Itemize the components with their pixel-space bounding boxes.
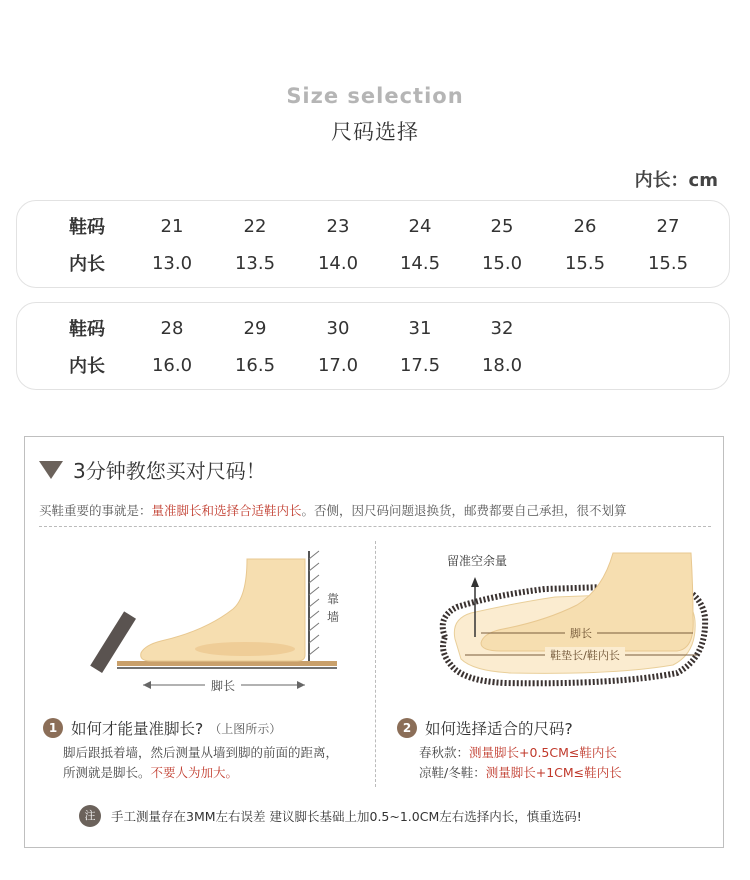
wall-hatch — [309, 551, 319, 655]
divider-vertical — [375, 541, 376, 787]
length-cell: 14.0 — [317, 252, 359, 274]
answer-2-line-1 — [419, 743, 622, 763]
size-cell: 30 — [326, 317, 350, 339]
question-1 — [43, 717, 281, 739]
answer-2-line-1-label: 春秋款： — [419, 745, 470, 760]
length-cell: 18.0 — [481, 354, 523, 376]
note-badge: 注 — [79, 805, 101, 827]
answer-2-line-2 — [419, 763, 622, 783]
length-cell: 15.0 — [481, 252, 523, 274]
question-1-title: 如何才能量准脚长? — [71, 720, 204, 738]
question-1-sub: （上图所示） — [209, 721, 282, 736]
length-cell: 14.5 — [399, 252, 441, 274]
answer-2-line-2-label: 凉鞋/冬鞋： — [419, 765, 486, 780]
size-cell: 23 — [326, 215, 350, 237]
step-number-badge: 1 — [43, 718, 63, 738]
title-zh: 尺码选择 — [331, 120, 419, 144]
size-cell: 29 — [243, 317, 267, 339]
size-cell: 22 — [243, 215, 267, 237]
length-row-label: 内长 — [69, 254, 105, 275]
wall-label-2: 墙 — [326, 610, 340, 624]
length-cell: 17.5 — [399, 354, 441, 376]
guide-title: 3分钟教您买对尺码！ — [73, 459, 266, 483]
space-label: 留准空余量 — [447, 554, 508, 568]
size-table-group-1 — [16, 200, 730, 288]
shoe-fit-illustration — [415, 547, 715, 697]
size-cell: 27 — [656, 215, 680, 237]
foot-length-label: 脚长 — [210, 679, 236, 693]
length-cell: 16.0 — [151, 354, 193, 376]
foot-length-label: 脚长 — [570, 627, 592, 640]
length-cell: 15.5 — [647, 252, 689, 274]
exclamation-icon: ! — [52, 475, 58, 488]
answer-2-line-2-rule: 测量脚长+1CM≤鞋内长 — [485, 765, 622, 780]
question-2-title: 如何选择适合的尺码? — [425, 720, 573, 738]
size-cell: 28 — [160, 317, 184, 339]
guide-header — [39, 455, 266, 488]
size-cell: 26 — [573, 215, 597, 237]
title-en: Size selection — [286, 84, 464, 108]
size-cell: 32 — [490, 317, 514, 339]
size-cell: 24 — [408, 215, 432, 237]
answer-2 — [419, 743, 622, 783]
note-text: 手工测量存在3MM左右误差 建议脚长基础上加0.5~1.0CM左右选择内长，慎重选码! — [111, 809, 582, 824]
insole-length-label: 鞋垫长/鞋内长 — [550, 649, 620, 662]
answer-1 — [63, 743, 338, 783]
length-row-label: 内长 — [69, 356, 105, 377]
foot-measure-illustration — [65, 545, 355, 695]
length-cell: 13.0 — [151, 252, 193, 274]
measuring-guide — [24, 436, 724, 848]
unit-label: 内长：cm — [634, 170, 718, 191]
size-cell: 25 — [490, 215, 514, 237]
wall-label-1: 靠 — [326, 592, 340, 606]
size-cell: 31 — [408, 317, 432, 339]
length-cell: 16.5 — [234, 354, 276, 376]
size-row-label: 鞋码 — [69, 217, 105, 238]
answer-1-line-1: 脚后跟抵着墙，然后测量从墙到脚的前面的距离， — [63, 745, 339, 760]
warning-triangle-icon — [39, 461, 63, 479]
note — [79, 805, 582, 827]
question-2 — [397, 717, 573, 739]
answer-1-line-2 — [63, 763, 338, 783]
guide-intro — [39, 501, 627, 519]
size-cell: 21 — [160, 215, 184, 237]
step-number-badge: 2 — [397, 718, 417, 738]
intro-highlight: 量准脚长和选择合适鞋内长 — [151, 503, 302, 518]
answer-1-line-2-highlight: 不要人为加大。 — [150, 765, 239, 780]
length-cell: 15.5 — [564, 252, 606, 274]
length-cell: 13.5 — [234, 252, 276, 274]
answer-1-line-2-prefix: 所测就是脚长。 — [63, 765, 151, 780]
divider — [39, 526, 711, 527]
size-row-label: 鞋码 — [69, 319, 105, 340]
floor — [117, 661, 337, 666]
intro-suffix: 。否侧，因尺码问题退换货，邮费都要自己承担，很不划算 — [301, 503, 627, 518]
length-cell: 17.0 — [317, 354, 359, 376]
answer-2-line-1-rule: 测量脚长+0.5CM≤鞋内长 — [469, 745, 617, 760]
size-table-group-2 — [16, 302, 730, 390]
intro-prefix: 买鞋重要的事就是： — [39, 503, 152, 518]
